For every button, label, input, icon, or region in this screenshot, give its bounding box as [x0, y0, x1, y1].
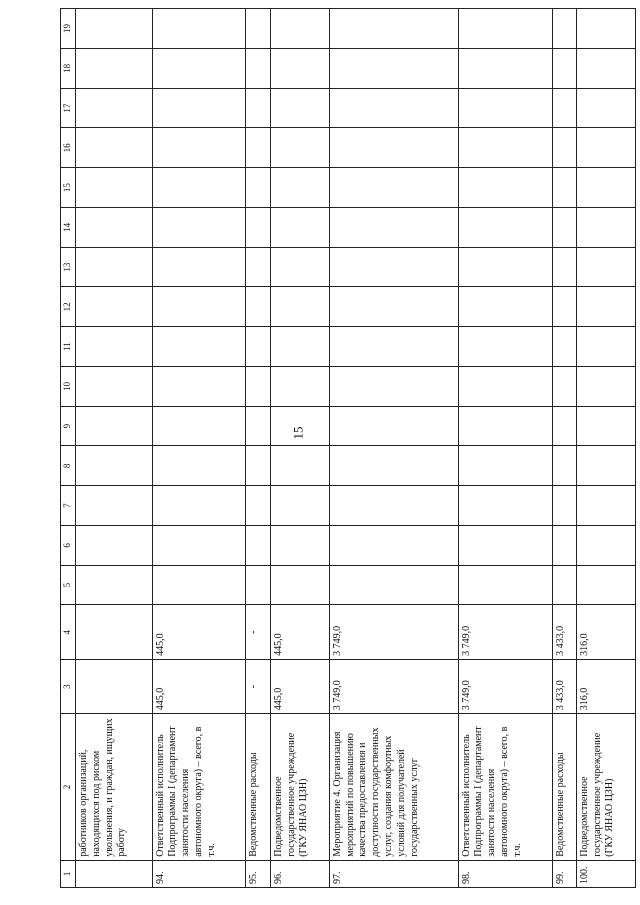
- header-cell: 7: [61, 486, 76, 526]
- header-cell: 16: [61, 128, 76, 168]
- header-cell: 5: [61, 565, 76, 605]
- row-number: 95.: [246, 860, 270, 887]
- table-row: [552, 9, 576, 888]
- table-row: [246, 9, 270, 888]
- header-cell: 11: [61, 327, 76, 367]
- header-cell: 18: [61, 48, 76, 88]
- header-cell: 9: [61, 406, 76, 446]
- header-cell: 10: [61, 366, 76, 406]
- value-col3: 3 749,0: [329, 659, 458, 713]
- row-text: Подведомственное государственное учреждение (ГКУ ЯНАО ЦЗН): [270, 714, 329, 861]
- program-table: [60, 8, 636, 888]
- row-number: 98.: [458, 860, 552, 887]
- value-col3: 445,0: [152, 659, 246, 713]
- value-col4: 3 749,0: [329, 605, 458, 659]
- value-col3: 3 749,0: [458, 659, 552, 713]
- header-cell: 15: [61, 168, 76, 208]
- value-col3: -: [246, 659, 270, 713]
- value-col4: 316,0: [576, 605, 635, 659]
- value-col4: 445,0: [152, 605, 246, 659]
- header-cell: 14: [61, 207, 76, 247]
- value-col4: 3 433,0: [552, 605, 576, 659]
- row-number: 96.: [270, 860, 329, 887]
- header-cell: 19: [61, 9, 76, 49]
- header-cell: 6: [61, 525, 76, 565]
- header-cell: 1: [61, 860, 76, 887]
- rotated-table-container: [60, 8, 636, 888]
- table-row: [458, 9, 552, 888]
- table-row: [152, 9, 246, 888]
- header-cell: 12: [61, 287, 76, 327]
- header-cell: 8: [61, 446, 76, 486]
- row-text: Мероприятие 4. Организация мероприятий по повышению качества предоставления и доступности государственных услуг, создания комфортных условий для получателей государственных услуг: [329, 714, 458, 861]
- row-number: 99.: [552, 860, 576, 887]
- row-text: Ответственный исполнитель Подпрограммы I (департамент занятости населения автономного округа) – всего, в т.ч.: [458, 714, 552, 861]
- row-number: 100.: [576, 860, 635, 887]
- table-row: [329, 9, 458, 888]
- table-row: [76, 9, 153, 888]
- value-col4: 445,0: [270, 605, 329, 659]
- row-text: Ведомственные расходы: [246, 714, 270, 861]
- row-number: 94.: [152, 860, 246, 887]
- row-text: работников организаций, находящихся под риском увольнения, и граждан, ищущих работу: [76, 714, 153, 861]
- value-col4: 3 749,0: [458, 605, 552, 659]
- row-text: Ответственный исполнитель Подпрограммы I (департамент занятости населения автономного округа) – всего, в т.ч.: [152, 714, 246, 861]
- header-cell: 3: [61, 659, 76, 713]
- header-cell: 4: [61, 605, 76, 659]
- value-col3: 445,0: [270, 659, 329, 713]
- value-col4: -: [246, 605, 270, 659]
- table-row: [270, 9, 329, 888]
- page-number: 15: [290, 426, 306, 440]
- row-text: Подведомственное государственное учреждение (ГКУ ЯНАО ЦЗН): [576, 714, 635, 861]
- header-cell: 13: [61, 247, 76, 287]
- header-cell: 2: [61, 714, 76, 861]
- row-text: Ведомственные расходы: [552, 714, 576, 861]
- value-col3: 3 433,0: [552, 659, 576, 713]
- table-row: [576, 9, 635, 888]
- value-col3: 316,0: [576, 659, 635, 713]
- header-cell: 17: [61, 88, 76, 128]
- row-number: 97.: [329, 860, 458, 887]
- header-row: [61, 9, 76, 888]
